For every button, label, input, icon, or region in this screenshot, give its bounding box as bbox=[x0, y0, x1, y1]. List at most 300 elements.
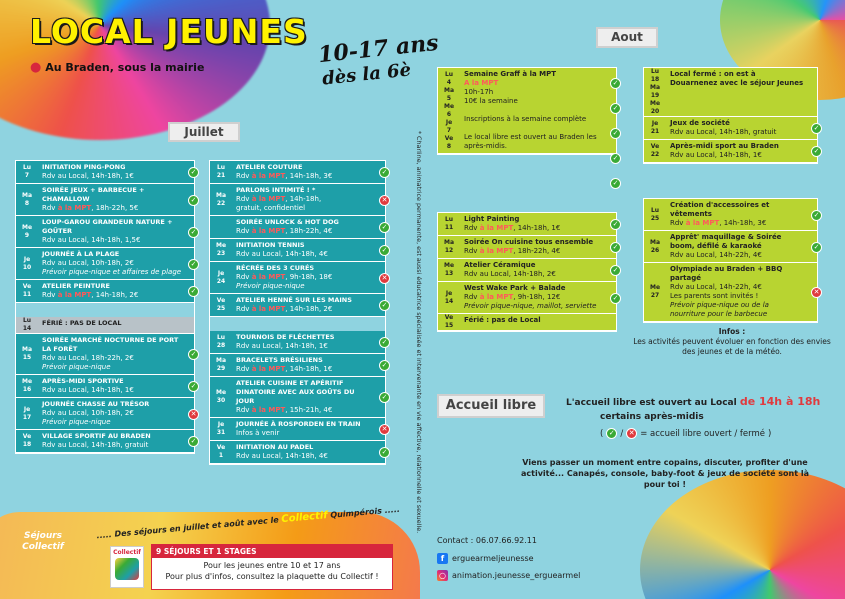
instagram-link[interactable] bbox=[437, 570, 580, 581]
day-number: 17 bbox=[22, 413, 32, 421]
detail-text: Rdv bbox=[236, 406, 252, 414]
juillet-left-table bbox=[15, 160, 195, 454]
check-icon: ✓ bbox=[188, 195, 199, 206]
detail-text: Rdv au Local, 14h-18h, 1,5€ bbox=[42, 236, 141, 244]
day-name: Lu bbox=[444, 70, 454, 78]
contact-phone: Contact : 06.07.66.92.11 bbox=[437, 536, 537, 545]
activity-title: ATELIER HENNÉ SUR LES MAINS bbox=[236, 296, 352, 304]
age-grade: dès la 6è bbox=[321, 59, 413, 90]
check-icon: ✓ bbox=[188, 381, 199, 392]
day-cell bbox=[644, 117, 666, 139]
day-cell bbox=[438, 314, 460, 330]
aout-right-table-1 bbox=[643, 67, 818, 164]
activity-cell bbox=[666, 68, 817, 116]
activity-note: Prévoir pique-nique bbox=[42, 418, 111, 426]
detail-text: Rdv au Local, 14h-18h, 1€ bbox=[236, 342, 328, 350]
activity-row bbox=[16, 375, 197, 398]
day-name: Me bbox=[443, 262, 455, 269]
activity-cell bbox=[38, 317, 194, 333]
activity-note: Prévoir pique-nique, maillot, serviette bbox=[464, 302, 597, 310]
tagline-part-c: Quimpérois ..... bbox=[327, 504, 401, 521]
day-number: 22 bbox=[650, 151, 660, 158]
activity-cell bbox=[460, 282, 616, 313]
aout-banner: Aout bbox=[596, 27, 658, 48]
check-icon: ✓ bbox=[188, 167, 199, 178]
aout-week-graff bbox=[437, 67, 619, 187]
activity-detail bbox=[236, 195, 373, 204]
day-cell bbox=[16, 184, 38, 215]
day-number: 28 bbox=[216, 342, 226, 349]
detail-text: Rdv au Local, 14h-18h, 4€ bbox=[236, 250, 328, 258]
activity-row bbox=[210, 216, 388, 239]
day-name: Me bbox=[443, 102, 455, 110]
day-name: Je bbox=[23, 255, 31, 263]
day-number: 6 bbox=[446, 110, 452, 118]
detail-text: , 9h-18h, 18€ bbox=[285, 273, 333, 281]
check-icon: ✓ bbox=[610, 293, 621, 304]
activity-detail bbox=[464, 97, 604, 106]
day-cell bbox=[16, 248, 38, 279]
day-cell bbox=[438, 236, 460, 258]
activity-title: SOIRÉE JEUX + BARBECUE + CHAMALLOW bbox=[42, 186, 145, 203]
activity-title: PARLONS INTIMITÉ ! * bbox=[236, 186, 316, 194]
detail-text: Rdv au Local, 14h-18h, 1€ bbox=[42, 172, 134, 180]
day-name: Ve bbox=[444, 314, 454, 321]
check-icon: ✓ bbox=[606, 428, 617, 439]
tagline-part-a: ..... Des séjours en juillet et août avec le bbox=[96, 515, 282, 541]
day-number: 8 bbox=[24, 199, 30, 207]
activity-detail bbox=[670, 128, 805, 137]
day-name: Ma bbox=[215, 191, 227, 199]
day-name: Je bbox=[217, 269, 225, 277]
check-icon: ✓ bbox=[610, 103, 621, 114]
activity-title: ATELIER COUTURE bbox=[236, 163, 303, 171]
activity-title: BRACELETS BRÉSILIENS bbox=[236, 356, 323, 364]
check-icon: ✓ bbox=[379, 392, 390, 403]
location-highlight: à la MPT bbox=[479, 224, 514, 232]
page-title: LOCAL JEUNES bbox=[30, 12, 308, 51]
activity-title: Création d'accessoires et vêtements bbox=[670, 201, 770, 218]
detail-text: Rdv bbox=[464, 293, 480, 301]
infos-title: Infos : bbox=[718, 327, 746, 336]
detail-text: , 18h-22h, 4€ bbox=[285, 227, 333, 235]
day-name: Ve bbox=[216, 444, 226, 451]
juillet-right-table bbox=[209, 160, 386, 465]
activity-cell bbox=[460, 213, 616, 235]
day-number: 25 bbox=[650, 214, 660, 222]
day-name: Ma bbox=[21, 346, 33, 353]
location-highlight: à la MPT bbox=[479, 247, 514, 255]
detail-text: Rdv bbox=[236, 365, 252, 373]
day-number: 14 bbox=[444, 297, 454, 305]
activity-detail bbox=[464, 88, 604, 97]
day-cell bbox=[210, 354, 232, 376]
activity-detail bbox=[236, 305, 373, 314]
check-icon: ✓ bbox=[379, 167, 390, 178]
activity-title: Olympiade au Braden + BBQ partagé bbox=[670, 265, 783, 282]
check-icon: ✓ bbox=[811, 210, 822, 221]
detail-text: Rdv bbox=[670, 219, 686, 227]
activity-cell bbox=[232, 184, 385, 215]
day-cell bbox=[210, 294, 232, 316]
detail-text: Rdv bbox=[42, 291, 58, 299]
activity-row bbox=[438, 213, 619, 236]
activity-title: Atelier Céramique bbox=[464, 261, 536, 269]
location bbox=[30, 60, 204, 75]
activity-detail bbox=[236, 429, 373, 438]
activity-title: Local fermé : on est à Douarnenez avec le séjour Jeunes bbox=[670, 70, 804, 87]
check-icon: ✓ bbox=[379, 337, 390, 348]
activity-row bbox=[438, 282, 619, 314]
activity-row bbox=[210, 441, 388, 464]
facebook-icon: f bbox=[437, 553, 448, 564]
aout-right-table-2 bbox=[643, 198, 818, 323]
day-name: Me bbox=[649, 100, 661, 107]
activity-detail bbox=[42, 259, 182, 268]
day-number: 20 bbox=[650, 108, 660, 115]
detail-text: Rdv bbox=[236, 273, 252, 281]
day-cell bbox=[16, 161, 38, 183]
sejours-box bbox=[151, 544, 393, 590]
cross-icon: ✕ bbox=[811, 287, 822, 298]
check-icon: ✓ bbox=[188, 286, 199, 297]
day-cell bbox=[644, 140, 666, 162]
activity-row bbox=[210, 239, 388, 262]
detail-text: Rdv au Local, 14h-18h, 1€ bbox=[42, 386, 134, 394]
location-highlight: à la MPT bbox=[57, 291, 92, 299]
day-name: Ve bbox=[22, 283, 32, 290]
detail-text: Rdv bbox=[42, 204, 58, 212]
activity-detail bbox=[236, 204, 373, 213]
activity-detail bbox=[670, 292, 805, 301]
activity-title: West Wake Park + Balade bbox=[464, 284, 566, 292]
day-number: 12 bbox=[444, 247, 454, 254]
day-cell bbox=[438, 259, 460, 281]
day-cell bbox=[210, 216, 232, 238]
activity-detail bbox=[42, 172, 182, 181]
activity-detail bbox=[42, 236, 182, 245]
activity-row bbox=[644, 117, 820, 140]
activity-row bbox=[210, 354, 388, 377]
day-name: Ve bbox=[444, 134, 454, 142]
day-name: Ma bbox=[215, 357, 227, 364]
collectif-logo bbox=[110, 546, 144, 588]
location-highlight: à la MPT bbox=[251, 172, 286, 180]
activity-cell bbox=[460, 314, 616, 330]
activity-cell bbox=[666, 140, 817, 162]
check-icon: ✓ bbox=[188, 349, 199, 360]
day-cell bbox=[210, 418, 232, 440]
day-cell bbox=[210, 331, 232, 353]
detail-text: , 14h-18h, 2€ bbox=[91, 291, 139, 299]
legend-text: = accueil libre ouvert / fermé bbox=[640, 428, 766, 439]
day-number: 23 bbox=[216, 250, 226, 257]
tagline-collectif: Collectif bbox=[280, 510, 329, 526]
check-icon: ✓ bbox=[379, 245, 390, 256]
check-icon: ✓ bbox=[610, 242, 621, 253]
day-cell bbox=[16, 398, 38, 429]
day-cell bbox=[16, 216, 38, 247]
day-number: 31 bbox=[216, 429, 226, 436]
activity-detail bbox=[42, 204, 182, 213]
activity-title: SOIRÉE MARCHÉ NOCTURNE DE PORT LA FORÊT bbox=[42, 336, 179, 353]
check-icon: ✓ bbox=[610, 219, 621, 230]
day-cell bbox=[210, 262, 232, 293]
detail-text: , 9h-18h, 12€ bbox=[513, 293, 561, 301]
infos-text: Les activités peuvent évoluer en fonction des envies des jeunes et de la météo. bbox=[633, 337, 831, 356]
detail-text: Rdv au Local, 14h-18h, 4€ bbox=[236, 452, 328, 460]
juillet-banner: Juillet bbox=[168, 122, 240, 142]
activity-row bbox=[210, 262, 388, 294]
check-icon: ✓ bbox=[811, 123, 822, 134]
day-name: Me bbox=[215, 242, 227, 249]
day-name: Me bbox=[215, 389, 227, 396]
activity-row bbox=[644, 140, 820, 163]
day-name: Ma bbox=[443, 86, 455, 94]
activity-cell bbox=[460, 236, 616, 258]
detail-text: gratuit, confidentiel bbox=[236, 204, 306, 212]
activity-detail bbox=[464, 133, 604, 151]
day-name: Je bbox=[217, 421, 225, 428]
detail-text: Rdv bbox=[236, 195, 252, 203]
activity-cell bbox=[232, 239, 385, 261]
activity-cell bbox=[666, 263, 817, 321]
activity-row bbox=[16, 334, 197, 375]
day-number: 8 bbox=[446, 142, 452, 150]
activity-detail bbox=[236, 342, 373, 351]
day-number: 13 bbox=[444, 270, 454, 277]
activity-detail bbox=[236, 452, 373, 461]
activity-title: JOURNÉE À LA PLAGE bbox=[42, 250, 120, 258]
sejours-box-body bbox=[152, 558, 392, 582]
logo-text: Collectif bbox=[113, 549, 141, 556]
check-icon: ✓ bbox=[379, 447, 390, 458]
day-number: 18 bbox=[650, 76, 660, 83]
activity-detail bbox=[670, 283, 805, 292]
infos bbox=[632, 327, 832, 357]
cross-icon: ✕ bbox=[626, 428, 637, 439]
age-range: 10-17 ans bbox=[316, 29, 440, 69]
check-icon: ✓ bbox=[610, 153, 621, 164]
day-cell bbox=[16, 375, 38, 397]
activity-row bbox=[210, 377, 388, 418]
activity-title: JOURNÉE À ROSPORDEN EN TRAIN bbox=[236, 420, 361, 428]
detail-text: Infos à venir bbox=[236, 429, 280, 437]
activity-cell bbox=[232, 354, 385, 376]
activity-detail bbox=[42, 441, 182, 450]
activity-note: Prévoir pique-nique et affaires de plage bbox=[42, 268, 182, 276]
day-name: Me bbox=[21, 378, 33, 385]
day-number: 4 bbox=[446, 78, 452, 86]
detail-text: 10€ la semaine bbox=[464, 97, 518, 105]
day-name: Ve bbox=[650, 143, 660, 150]
detail-text: , 14h-18h, 1€ bbox=[285, 365, 333, 373]
activity-title: Férié : pas de Local bbox=[464, 316, 541, 324]
sejours-badge: Séjours Collectif bbox=[22, 531, 64, 552]
activity-title: VILLAGE SPORTIF AU BRADEN bbox=[42, 432, 151, 440]
activity-cell bbox=[38, 248, 194, 279]
activity-row bbox=[438, 68, 619, 187]
detail-text: Rdv au Local, 18h-22h, 2€ bbox=[42, 354, 134, 362]
activity-cell bbox=[460, 259, 616, 281]
accueil-paragraph: Viens passer un moment entre copains, discuter, profiter d'une activité... Canapés, console, baby-foot & jeux de société sont là pour toi ! bbox=[521, 458, 809, 489]
activity-row bbox=[644, 199, 820, 231]
activity-cell bbox=[666, 199, 817, 230]
day-name: Lu bbox=[444, 216, 454, 223]
day-number: 30 bbox=[216, 397, 226, 404]
activity-detail bbox=[236, 406, 373, 415]
day-name: Ma bbox=[649, 84, 661, 91]
sejours-box-line1: Pour les jeunes entre 10 et 17 ans bbox=[203, 561, 341, 570]
activity-detail bbox=[464, 247, 604, 256]
activity-cell bbox=[38, 280, 194, 302]
location-highlight: à la MPT bbox=[479, 293, 514, 301]
day-cell bbox=[210, 184, 232, 215]
day-name: Lu bbox=[216, 164, 226, 171]
day-number: 22 bbox=[216, 199, 226, 207]
day-cell bbox=[16, 280, 38, 302]
activity-row bbox=[210, 161, 388, 184]
location-highlight: à la MPT bbox=[251, 273, 286, 281]
activity-cell bbox=[232, 418, 385, 440]
location-highlight: A la MPT bbox=[464, 79, 499, 87]
activity-row bbox=[644, 68, 817, 117]
day-number: 10 bbox=[22, 263, 32, 271]
activity-row bbox=[644, 231, 820, 263]
activity-row bbox=[16, 216, 197, 248]
day-name: Ma bbox=[649, 238, 661, 246]
day-name: Lu bbox=[650, 206, 660, 214]
detail-text: , 14h-18h, 2€ bbox=[285, 305, 333, 313]
accueil-line2: certains après-midis bbox=[600, 412, 704, 422]
day-cell bbox=[210, 441, 232, 463]
cross-icon: ✕ bbox=[188, 409, 199, 420]
day-cell bbox=[644, 231, 666, 262]
day-number: 16 bbox=[22, 386, 32, 393]
location-highlight: à la MPT bbox=[251, 195, 286, 203]
detail-text: , 14h-18h, 3€ bbox=[719, 219, 767, 227]
day-cell bbox=[210, 161, 232, 183]
day-number: 18 bbox=[22, 441, 32, 448]
activity-cell bbox=[666, 231, 817, 262]
activity-row bbox=[438, 259, 619, 282]
location-highlight: à la MPT bbox=[685, 219, 720, 227]
activity-detail bbox=[42, 409, 182, 418]
day-number: 7 bbox=[24, 172, 30, 179]
day-number: 7 bbox=[446, 126, 452, 134]
day-name: Je bbox=[23, 405, 31, 413]
aout-middle-table bbox=[437, 212, 617, 332]
activity-cell bbox=[38, 375, 194, 397]
day-number: 21 bbox=[216, 172, 226, 179]
activity-title: Semaine Graff à la MPT bbox=[464, 70, 556, 78]
day-name: Je bbox=[651, 120, 659, 127]
side-note bbox=[412, 130, 426, 534]
activity-title: SOIRÉE UNLOCK & HOT DOG bbox=[236, 218, 339, 226]
detail-text: , 14h-18h, bbox=[285, 195, 322, 203]
map-pin-icon: ● bbox=[30, 60, 42, 75]
day-number: 27 bbox=[650, 292, 660, 299]
facebook-link[interactable] bbox=[437, 553, 534, 564]
activity-row bbox=[16, 430, 197, 453]
activity-title: RÉCRÉE DES 3 CURÉS bbox=[236, 264, 315, 272]
detail-text: Rdv bbox=[464, 247, 480, 255]
activity-row bbox=[16, 398, 197, 430]
activity-title: Soirée On cuisine tous ensemble bbox=[464, 238, 594, 246]
detail-text: , 18h-22h, 5€ bbox=[91, 204, 139, 212]
location-text: Au Braden, sous la mairie bbox=[45, 61, 205, 74]
activity-cell bbox=[232, 294, 385, 316]
side-note-text: * Charline, animatrice permanente, est aussi éducatrice spécialisée et intervenante en vie affective, relationnelle et sexuelle. bbox=[415, 130, 423, 534]
day-cell bbox=[644, 263, 666, 321]
activity-detail bbox=[42, 354, 182, 363]
day-number: 11 bbox=[444, 224, 454, 231]
detail-text: , 15h-21h, 4€ bbox=[285, 406, 333, 414]
activity-cell bbox=[38, 216, 194, 247]
day-name: Ve bbox=[22, 433, 32, 440]
detail-text: Rdv bbox=[236, 305, 252, 313]
activity-cell bbox=[232, 161, 385, 183]
check-icon: ✓ bbox=[379, 360, 390, 371]
day-name: Ma bbox=[21, 191, 33, 199]
activity-row bbox=[16, 248, 197, 280]
day-number: 26 bbox=[650, 246, 660, 254]
cross-icon: ✕ bbox=[379, 273, 390, 284]
activity-cell bbox=[232, 216, 385, 238]
day-number: 15 bbox=[444, 322, 454, 329]
detail-text: Rdv bbox=[464, 224, 480, 232]
activity-row bbox=[438, 236, 619, 259]
detail-text: Rdv au Local, 10h-18h, 2€ bbox=[42, 259, 134, 267]
activity-title: Light Painting bbox=[464, 215, 520, 223]
day-number: 1 bbox=[218, 452, 224, 459]
activity-title: INITIATION AU PADEL bbox=[236, 443, 314, 451]
day-name: Je bbox=[445, 289, 453, 297]
detail-text: Rdv au Local, 14h-22h, 4€ bbox=[670, 251, 762, 259]
day-name: Lu bbox=[216, 334, 226, 341]
activity-title: TOURNOIS DE FLÉCHETTES bbox=[236, 333, 335, 341]
activity-title: INITIATION PING-PONG bbox=[42, 163, 126, 171]
day-name: Me bbox=[649, 284, 661, 291]
day-number: 29 bbox=[216, 365, 226, 372]
location-highlight: à la MPT bbox=[57, 204, 92, 212]
day-number: 24 bbox=[216, 277, 226, 285]
activity-row bbox=[438, 314, 616, 331]
activity-cell bbox=[38, 184, 194, 215]
activity-row bbox=[210, 294, 388, 317]
activity-row bbox=[16, 280, 197, 303]
activity-row bbox=[16, 184, 197, 216]
activity-detail bbox=[236, 172, 373, 181]
check-icon: ✓ bbox=[610, 128, 621, 139]
day-cell bbox=[438, 68, 460, 153]
activity-title: INITIATION TENNIS bbox=[236, 241, 305, 249]
instagram-icon: ○ bbox=[437, 570, 448, 581]
accueil-line1 bbox=[566, 395, 820, 408]
activity-detail bbox=[464, 124, 604, 133]
activity-title: FÉRIÉ : PAS DE LOCAL bbox=[42, 319, 122, 327]
day-cell bbox=[16, 334, 38, 374]
day-number: 15 bbox=[22, 354, 32, 361]
activity-cell bbox=[232, 331, 385, 353]
detail-text: Le local libre est ouvert au Braden les après-midis. bbox=[464, 133, 597, 150]
activity-cell bbox=[38, 430, 194, 452]
activity-note: Prévoir pique-nique ou de la nourriture pour le barbecue bbox=[670, 301, 769, 318]
activity-detail bbox=[464, 115, 604, 124]
activity-title: Jeux de société bbox=[670, 119, 730, 127]
activity-cell bbox=[232, 441, 385, 463]
logo-art bbox=[115, 558, 139, 580]
